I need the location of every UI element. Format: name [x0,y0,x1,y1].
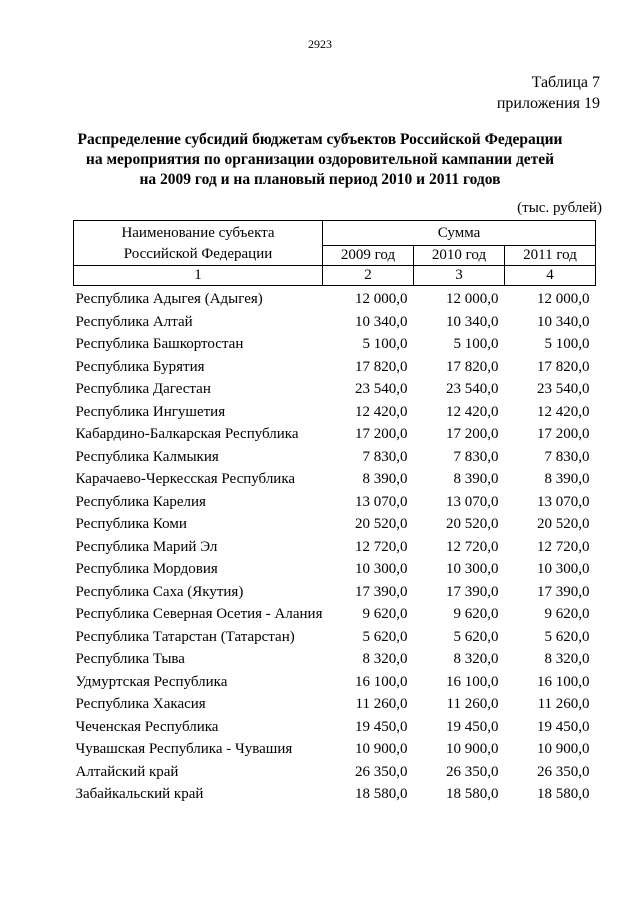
document-heading [40,130,600,190]
amount-2009-cell: 19 450,0 [355,718,408,735]
subject-name-cell: Республика Бурятия [75,358,205,375]
amount-2009-cell: 17 820,0 [355,358,408,375]
table-header [74,221,596,286]
amount-2011-cell: 7 830,0 [544,448,590,465]
amount-2009-cell: 5 620,0 [362,628,408,645]
subject-name-cell: Чувашская Республика - Чувашия [75,741,293,757]
amount-2009-cell: 18 580,0 [355,786,408,802]
amount-2010-cell: 16 100,0 [446,673,499,690]
amount-2010-cell: 10 340,0 [446,313,499,330]
table-row [74,671,596,694]
heading-line1: Распределение субсидий бюджетам субъектов Российской Федерации [77,131,563,148]
table-row [74,378,596,401]
table-row [74,626,596,649]
amount-2011-cell: 13 070,0 [537,493,590,510]
table-row [74,311,596,334]
amount-2009-cell: 9 620,0 [362,606,408,622]
amount-2011-cell: 12 720,0 [537,538,590,555]
amount-2010-cell: 18 580,0 [446,786,499,802]
subject-name-cell: Республика Мордовия [75,561,218,577]
subject-name-cell: Республика Коми [75,516,187,532]
table-row [74,468,596,491]
amount-2009-cell: 8 320,0 [362,651,408,667]
table-row [74,446,596,469]
amount-2010-cell: 8 390,0 [453,471,499,487]
amount-2011-cell: 10 340,0 [537,313,590,330]
table-reference [497,72,600,114]
amount-2010-cell: 7 830,0 [453,448,499,465]
amount-2011-cell: 5 100,0 [544,336,590,352]
table-row [74,513,596,536]
table-row [74,783,596,806]
amount-2011-cell: 9 620,0 [544,606,590,622]
amount-2009-cell: 20 520,0 [355,516,408,532]
subject-name-cell: Республика Ингушетия [75,403,226,420]
amount-2010-cell: 26 350,0 [446,763,499,780]
table-row [74,536,596,559]
units-label: (тыс. рублей) [517,200,602,216]
amount-2010-cell: 23 540,0 [446,381,499,397]
header-subject-name [74,221,323,266]
header-col-number-2: 2 [323,266,414,286]
table-row [74,558,596,581]
table-row [74,333,596,356]
amount-2009-cell: 11 260,0 [355,696,408,712]
amount-2011-cell: 17 390,0 [537,583,590,600]
amount-2010-cell: 9 620,0 [453,606,499,622]
amount-2010-cell: 12 420,0 [446,403,499,420]
table-row [74,491,596,514]
table-reference-line1: Таблица 7 [531,74,600,91]
amount-2010-cell: 17 820,0 [446,358,499,375]
amount-2011-cell: 11 260,0 [537,696,590,712]
amount-2010-cell: 11 260,0 [446,696,499,712]
subject-name-cell: Республика Алтай [75,313,193,330]
amount-2010-cell: 12 000,0 [446,291,499,307]
header-col-number-4: 4 [505,266,596,286]
subject-name-cell: Республика Карелия [75,493,206,510]
amount-2011-cell: 12 420,0 [537,403,590,420]
amount-2011-cell: 23 540,0 [537,381,590,397]
amount-2009-cell: 10 340,0 [355,313,408,330]
amount-2009-cell: 13 070,0 [355,493,408,510]
table-row [74,693,596,716]
amount-2009-cell: 8 390,0 [362,471,408,487]
table-row [74,401,596,424]
amount-2011-cell: 20 520,0 [537,516,590,532]
subsidy-table [73,220,596,806]
heading-line2: на мероприятия по организации оздоровительной кампании детей [85,151,555,168]
subject-name-cell: Республика Хакасия [75,696,206,712]
subject-name-cell: Республика Адыгея (Адыгея) [75,291,263,307]
subject-name-cell: Алтайский край [75,763,179,780]
amount-2010-cell: 5 100,0 [453,336,499,352]
subject-name-cell: Забайкальский край [75,786,204,802]
subject-name-cell: Республика Северная Осетия - Алания [75,606,323,622]
subject-name-cell: Республика Башкортостан [75,336,244,352]
amount-2010-cell: 5 620,0 [453,628,499,645]
amount-2011-cell: 10 900,0 [537,741,590,757]
amount-2010-cell: 17 390,0 [446,583,499,600]
amount-2011-cell: 10 300,0 [537,561,590,577]
subject-name-cell: Республика Тыва [75,651,185,667]
amount-2011-cell: 8 390,0 [544,471,590,487]
subject-name-cell: Республика Дагестан [75,381,211,397]
amount-2009-cell: 17 390,0 [355,583,408,600]
amount-2010-cell: 10 300,0 [446,561,499,577]
subject-name-cell: Удмуртская Республика [75,673,228,690]
amount-2010-cell: 12 720,0 [446,538,499,555]
header-year-2011: 2011 год [505,246,596,266]
amount-2011-cell: 26 350,0 [537,763,590,780]
table-reference-line2: приложения 19 [496,95,600,112]
amount-2011-cell: 16 100,0 [537,673,590,690]
subject-name-cell: Карачаево-Черкесская Республика [75,471,296,487]
amount-2009-cell: 10 900,0 [355,741,408,757]
header-col-number-3: 3 [414,266,505,286]
amount-2010-cell: 20 520,0 [446,516,499,532]
subject-name-cell: Чеченская Республика [75,718,219,735]
table-row [74,761,596,784]
table-row [74,423,596,446]
header-subject-name-line2: Российской Федерации [123,246,273,262]
page-number: 2923 [308,37,332,51]
header-col-number-1: 1 [74,266,323,286]
amount-2009-cell: 12 000,0 [355,291,408,307]
amount-2011-cell: 17 820,0 [537,358,590,375]
amount-2010-cell: 8 320,0 [453,651,499,667]
amount-2011-cell: 19 450,0 [537,718,590,735]
amount-2009-cell: 12 720,0 [355,538,408,555]
amount-2011-cell: 12 000,0 [537,291,590,307]
amount-2009-cell: 12 420,0 [355,403,408,420]
amount-2011-cell: 5 620,0 [544,628,590,645]
amount-2010-cell: 19 450,0 [446,718,499,735]
amount-2010-cell: 10 900,0 [446,741,499,757]
amount-2009-cell: 10 300,0 [355,561,408,577]
subject-name-cell: Кабардино-Балкарская Республика [75,426,299,442]
table-body [74,286,596,806]
subject-name-cell: Республика Марий Эл [75,538,218,555]
table-row [74,716,596,739]
amount-2011-cell: 17 200,0 [537,426,590,442]
subject-name-cell: Республика Саха (Якутия) [75,583,244,600]
amount-2010-cell: 13 070,0 [446,493,499,510]
subject-name-cell: Республика Татарстан (Татарстан) [75,628,295,645]
table-row [74,738,596,761]
amount-2009-cell: 23 540,0 [355,381,408,397]
amount-2011-cell: 18 580,0 [537,786,590,802]
amount-2011-cell: 8 320,0 [544,651,590,667]
amount-2010-cell: 17 200,0 [446,426,499,442]
table-row [74,581,596,604]
table-row [74,286,596,311]
amount-2009-cell: 16 100,0 [355,673,408,690]
amount-2009-cell: 17 200,0 [355,426,408,442]
amount-2009-cell: 7 830,0 [362,448,408,465]
header-year-2010: 2010 год [414,246,505,266]
subject-name-cell: Республика Калмыкия [75,448,219,465]
table-row [74,356,596,379]
heading-line3: на 2009 год и на плановый период 2010 и 2011 годов [139,171,501,188]
header-subject-name-line1: Наименование субъекта [121,225,275,241]
amount-2009-cell: 5 100,0 [362,336,408,352]
header-year-2009: 2009 год [323,246,414,266]
amount-2009-cell: 26 350,0 [355,763,408,780]
header-sum: Сумма [323,221,596,246]
table-row [74,603,596,626]
table-row [74,648,596,671]
